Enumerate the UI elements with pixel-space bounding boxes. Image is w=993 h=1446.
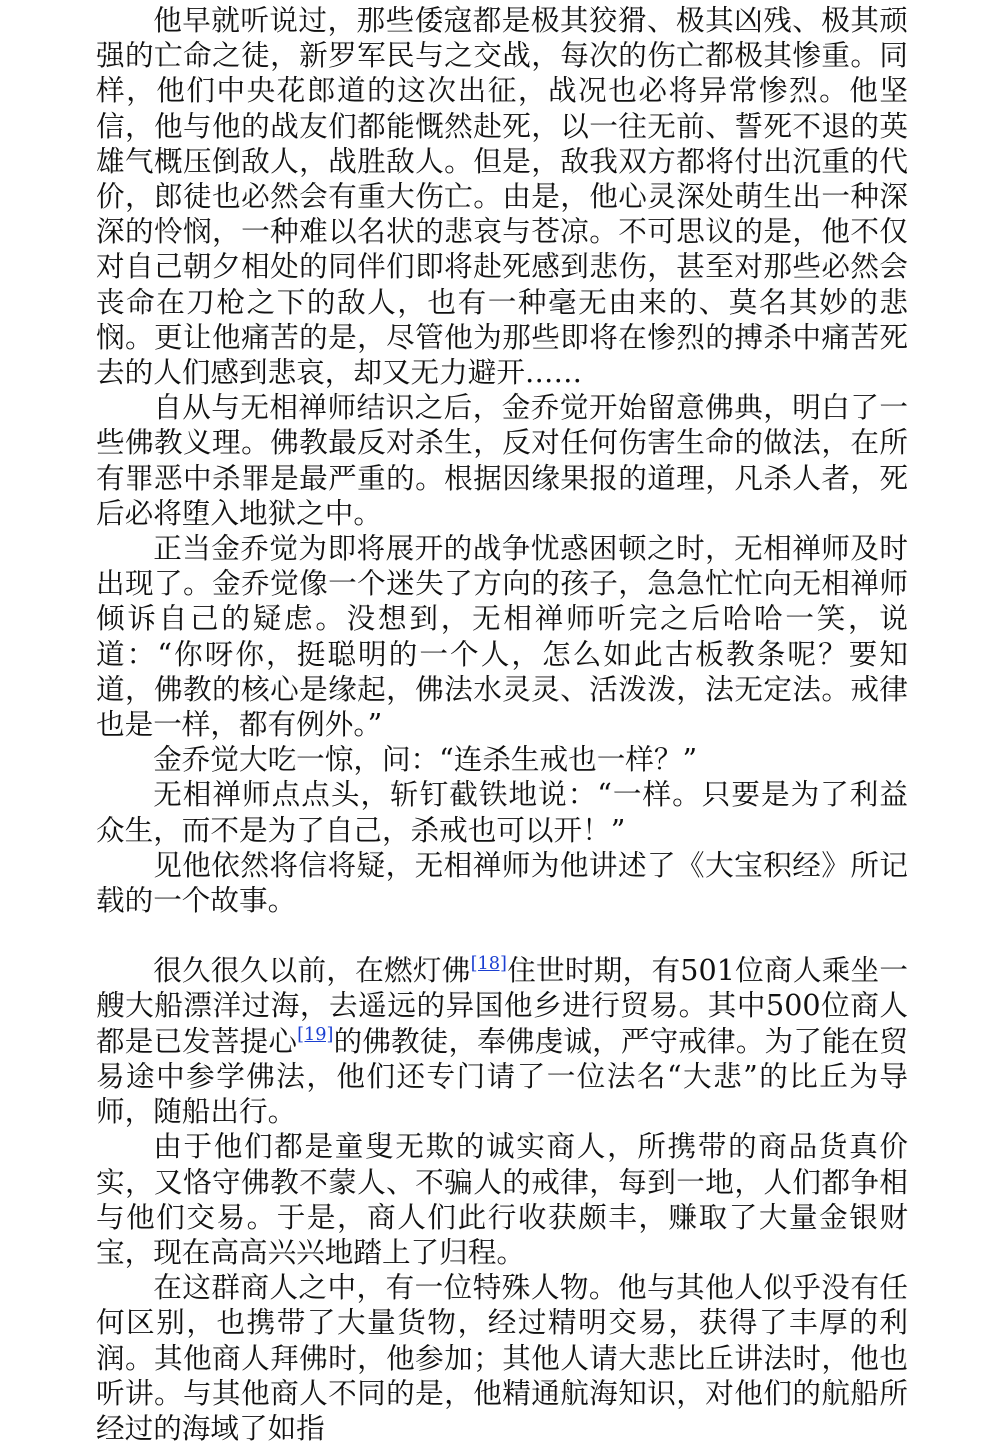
paragraph-text: 住世时期，有501位商人乘坐一艘大船漂洋过海，去遥远的异国他乡进行贸易。其中500位商人都是已发菩提心 xyxy=(96,953,908,1058)
paragraph-text: 自从与无相禅师结识之后，金乔觉开始留意佛典，明白了一些佛教义理。佛教最反对杀生，反对任何伤害生命的做法，在所有罪恶中杀罪是最严重的。根据因缘果报的道理，凡杀人者，死后必将堕入地狱之中。 xyxy=(96,390,908,530)
paragraph xyxy=(96,742,908,777)
paragraph xyxy=(96,3,908,390)
paragraph-text: 正当金乔觉为即将展开的战争忧惑困顿之时，无相禅师及时出现了。金乔觉像一个迷失了方向的孩子，急急忙忙向无相禅师倾诉自己的疑虑。没想到，无相禅师听完之后哈哈一笑，说道：“你呀你，挺聪明的一个人，怎么如此古板教条呢？要知道，佛教的核心是缘起，佛法水灵灵、活泼泼，法无定法。戒律也是一样，都有例外。” xyxy=(96,531,908,742)
paragraph xyxy=(96,531,908,742)
paragraph xyxy=(96,777,908,847)
paragraph-text: 在这群商人之中，有一位特殊人物。他与其他人似乎没有任何区别，也携带了大量货物，经过精明交易，获得了丰厚的利润。其他商人拜佛时，他参加；其他人请大悲比丘讲法时，他也听讲。与其他商人不同的是，他精通航海知识，对他们的航船所经过的海域了如指 xyxy=(96,1270,908,1445)
paragraph xyxy=(96,953,908,1129)
paragraph xyxy=(96,1129,908,1270)
paragraph-text: 见他依然将信将疑，无相禅师为他讲述了《大宝积经》所记载的一个故事。 xyxy=(96,847,908,918)
paragraph xyxy=(96,848,908,918)
paragraph-text: 的佛教徒，奉佛虔诚，严守戒律。为了能在贸易途中参学佛法，他们还专门请了一位法名“大悲”的比丘为导师，随船出行。 xyxy=(96,1023,908,1129)
paragraph-text: 无相禅师点点头，斩钉截铁地说：“一样。只要是为了利益众生，而不是为了自己，杀戒也可以开！” xyxy=(96,777,908,847)
paragraph xyxy=(96,1270,908,1446)
footnote-link[interactable]: [19] xyxy=(297,1024,334,1045)
paragraph-text: 他早就听说过，那些倭寇都是极其狡猾、极其凶残、极其顽强的亡命之徒，新罗军民与之交战，每次的伤亡都极其惨重。同样，他们中央花郎道的这次出征，战况也必将异常惨烈。他坚信，他与他的战友们都能慨然赴死，以一往无前、誓死不退的英雄气概压倒敌人，战胜敌人。但是，敌我双方都将付出沉重的代价，郎徒也必然会有重大伤亡。由是，他心灵深处萌生出一种深深的怜悯，一种难以名状的悲哀与苍凉。不可思议的是，他不仅对自己朝夕相处的同伴们即将赴死感到悲伤，甚至对那些必然会丧命在刀枪之下的敌人，也有一种毫无由来的、莫名其妙的悲悯。更让他痛苦的是，尽管他为那些即将在惨烈的搏杀中痛苦死去的人们感到悲哀，却又无力避开…… xyxy=(96,3,908,390)
paragraph-text: 金乔觉大吃一惊，问：“连杀生戒也一样？” xyxy=(153,742,698,777)
paragraph xyxy=(96,390,908,531)
footnote-link[interactable]: [18] xyxy=(470,954,507,975)
paragraph-text: 由于他们都是童叟无欺的诚实商人，所携带的商品货真价实，又恪守佛教不蒙人、不骗人的戒律，每到一地，人们都争相与他们交易。于是，商人们此行收获颇丰，赚取了大量金银财宝，现在高高兴兴地踏上了归程。 xyxy=(96,1129,908,1269)
paragraph-text: 很久很久以前，在燃灯佛 xyxy=(153,953,471,988)
document-body xyxy=(96,0,908,1446)
